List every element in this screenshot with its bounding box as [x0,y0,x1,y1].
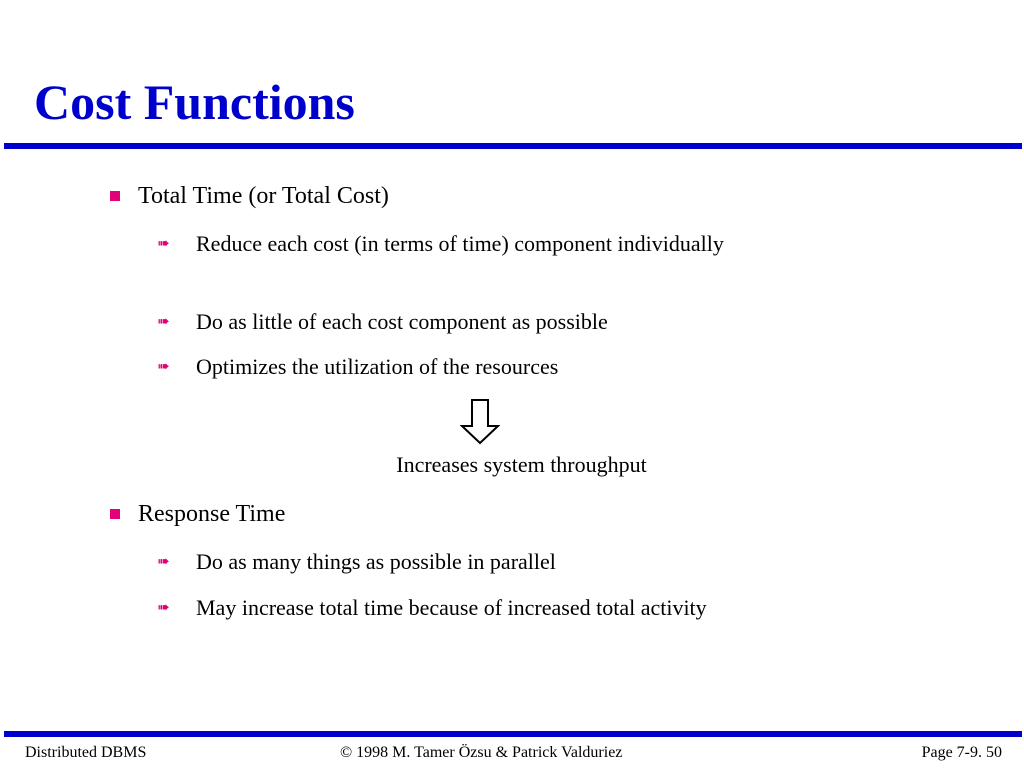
footer-copyright: © 1998 M. Tamer Özsu & Patrick Valduriez [340,744,623,761]
footer-divider [4,731,1022,737]
section-heading-text: Response Time [138,501,286,527]
list-item-text: Optimizes the utilization of the resources [196,354,559,379]
square-bullet-icon [110,509,120,519]
square-bullet-icon [110,191,120,201]
list-item-text: May increase total time because of increased total activity [196,595,707,620]
slide-title: Cost Functions [34,74,355,130]
list-item-text: Reduce each cost (in terms of time) component individually [196,231,724,256]
title-divider [4,143,1022,149]
arrow-bullet-icon: ➠ [157,357,170,375]
arrow-bullet-icon: ➠ [157,552,170,570]
footer-page-number: Page 7-9. 50 [921,744,1002,761]
arrow-bullet-icon: ➠ [157,312,170,330]
footer-course-name: Distributed DBMS [25,744,147,761]
conclusion-text: Increases system throughput [396,452,647,477]
list-item-text: Do as little of each cost component as possible [196,309,608,334]
hollow-down-arrow-icon [460,398,500,446]
list-item-text: Do as many things as possible in parallel [196,549,556,574]
arrow-bullet-icon: ➠ [157,598,170,616]
arrow-bullet-icon: ➠ [157,234,170,252]
section-heading-text: Total Time (or Total Cost) [138,183,389,209]
